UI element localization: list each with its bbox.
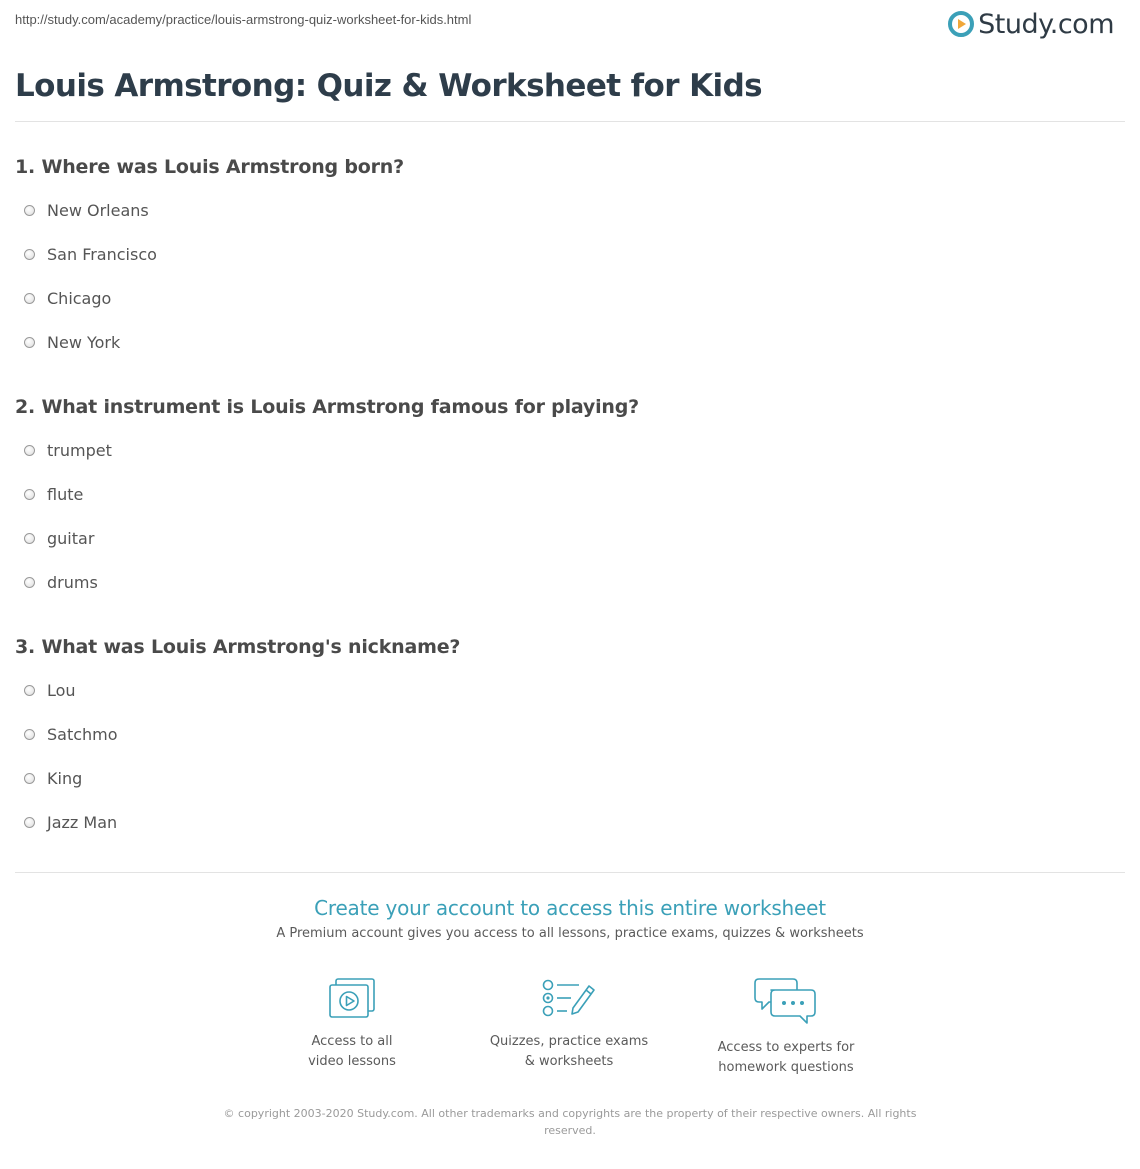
question-2-option[interactable] [24,439,112,461]
page-url: http://study.com/academy/practice/louis-armstrong-quiz-worksheet-for-kids.html [15,12,472,27]
option-label: flute [47,484,84,504]
question-2-option[interactable] [24,571,98,593]
quiz-divider [15,872,1125,873]
question-3: 3. What was Louis Armstrong's nickname? [15,636,461,658]
quiz-checklist-icon [539,976,599,1022]
option-label: drums [47,572,98,592]
radio-button[interactable] [24,445,35,456]
question-2-option[interactable] [24,483,83,505]
create-account-link[interactable]: Create your account to access this entire worksheet [314,896,826,920]
option-label: Jazz Man [47,812,118,832]
cta-subtitle: A Premium account gives you access to all lessons, practice exams, quizzes & worksheets [276,926,864,941]
question-1-option[interactable] [24,199,149,221]
question-1-option[interactable] [24,287,111,309]
question-2-option[interactable] [24,527,94,549]
radio-button[interactable] [24,337,35,348]
option-label: New Orleans [47,200,149,220]
radio-button[interactable] [24,773,35,784]
radio-button[interactable] [24,249,35,260]
play-circle-icon [948,11,974,37]
chat-bubbles-icon [753,976,819,1028]
option-label: New York [47,332,121,352]
option-label: San Francisco [47,244,157,264]
option-label: trumpet [47,440,112,460]
question-3-option[interactable] [24,723,118,745]
question-1: 1. Where was Louis Armstrong born? [15,156,404,178]
option-label: Chicago [47,288,112,308]
option-label: Satchmo [47,724,118,744]
title-divider [15,121,1125,122]
option-label: guitar [47,528,95,548]
feature-experts [686,976,886,1078]
feature-quizzes [469,976,669,1072]
radio-button[interactable] [24,293,35,304]
radio-button[interactable] [24,685,35,696]
radio-button[interactable] [24,577,35,588]
question-3-option[interactable] [24,811,117,833]
radio-button[interactable] [24,533,35,544]
page-title: Louis Armstrong: Quiz & Worksheet for Kids [15,68,763,104]
video-lessons-icon [326,976,378,1022]
radio-button[interactable] [24,489,35,500]
feature-video-lessons [252,976,452,1072]
question-2: 2. What instrument is Louis Armstrong famous for playing? [15,396,639,418]
option-label: Lou [47,680,76,700]
question-3-option[interactable] [24,679,76,701]
question-1-option[interactable] [24,331,120,353]
feature-label: Quizzes, practice exams & worksheets [489,1034,649,1069]
option-label: King [47,768,83,788]
logo-text: Study.com [978,8,1114,40]
copyright-text: © copyright 2003-2020 Study.com. All other trademarks and copyrights are the property of their respective owners. All rights reserved. [223,1107,917,1137]
feature-label: Access to all video lessons [308,1034,396,1069]
feature-label: Access to experts for homework questions [717,1040,855,1075]
question-1-option[interactable] [24,243,157,265]
radio-button[interactable] [24,817,35,828]
radio-button[interactable] [24,729,35,740]
question-3-option[interactable] [24,767,82,789]
radio-button[interactable] [24,205,35,216]
study-logo[interactable] [948,6,1114,42]
